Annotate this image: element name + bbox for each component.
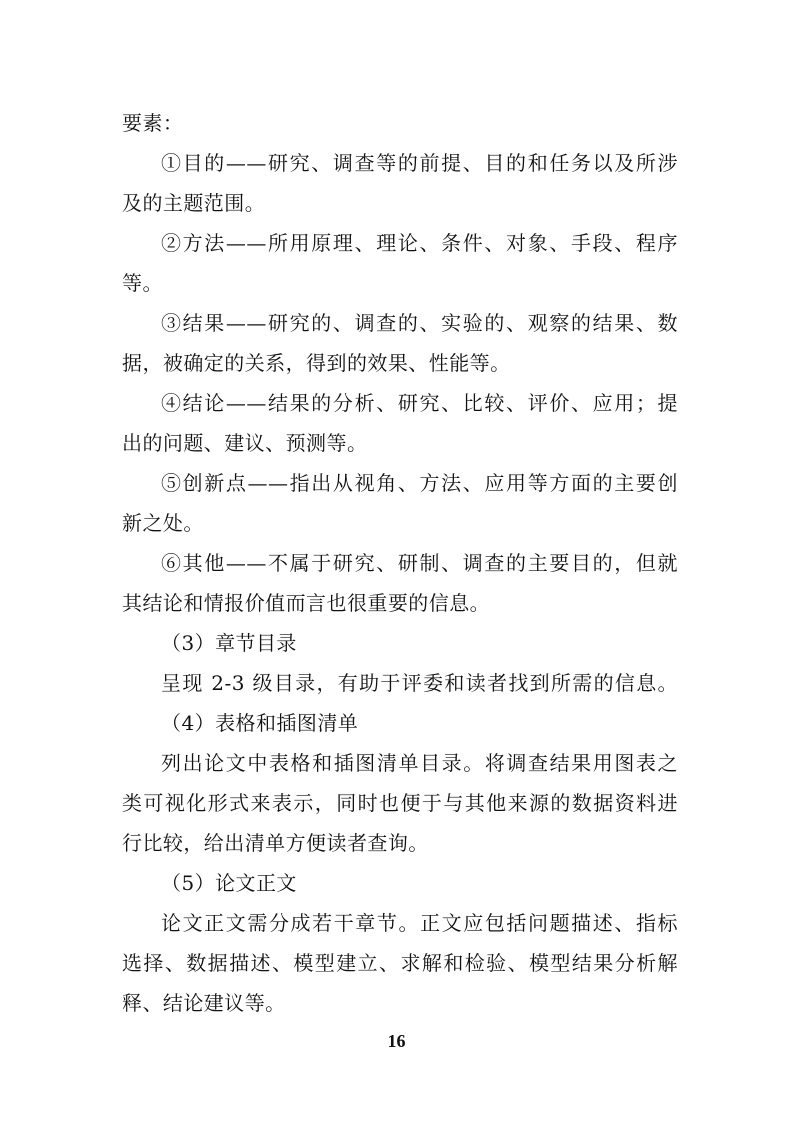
- text-line: 及的主题范围。: [122, 191, 266, 215]
- section-heading: （4）表格和插图清单: [161, 711, 359, 735]
- text-line: ⑤创新点——指出从视角、方法、应用等方面的主要创: [161, 471, 678, 495]
- text-line: ⑥其他——不属于研究、研制、调查的主要目的，但就: [161, 551, 678, 575]
- page-number: 16: [387, 1031, 406, 1051]
- text-line: 行比较，给出清单方便读者查询。: [122, 831, 429, 855]
- text-line: 类可视化形式来表示，同时也便于与其他来源的数据资料进: [122, 791, 678, 815]
- text-line: 论文正文需分成若干章节。正文应包括问题描述、指标: [161, 911, 678, 935]
- text-line: 释、结论建议等。: [122, 991, 286, 1015]
- text-line: 新之处。: [122, 511, 204, 535]
- section-heading: （5）论文正文: [161, 871, 297, 895]
- text-line: 列出论文中表格和插图清单目录。将调查结果用图表之: [161, 751, 678, 775]
- text-line: ③结果——研究的、调查的、实验的、观察的结果、数: [161, 311, 678, 335]
- section-heading: （3）章节目录: [161, 631, 297, 655]
- text-line: 等。: [122, 271, 163, 295]
- text-line: ②方法——所用原理、理论、条件、对象、手段、程序: [161, 231, 678, 255]
- text-line: ①目的——研究、调查等的前提、目的和任务以及所涉: [161, 151, 678, 175]
- text-line: 据，被确定的关系，得到的效果、性能等。: [122, 351, 511, 375]
- text-line: 出的问题、建议、预测等。: [122, 431, 368, 455]
- text-line: 要素：: [122, 111, 184, 135]
- text-line: 其结论和情报价值而言也很重要的信息。: [122, 591, 491, 615]
- text-line: ④结论——结果的分析、研究、比较、评价、应用；提: [161, 391, 678, 415]
- text-line: 选择、数据描述、模型建立、求解和检验、模型结果分析解: [122, 951, 678, 975]
- text-line: 呈现 2-3 级目录，有助于评委和读者找到所需的信息。: [161, 671, 678, 695]
